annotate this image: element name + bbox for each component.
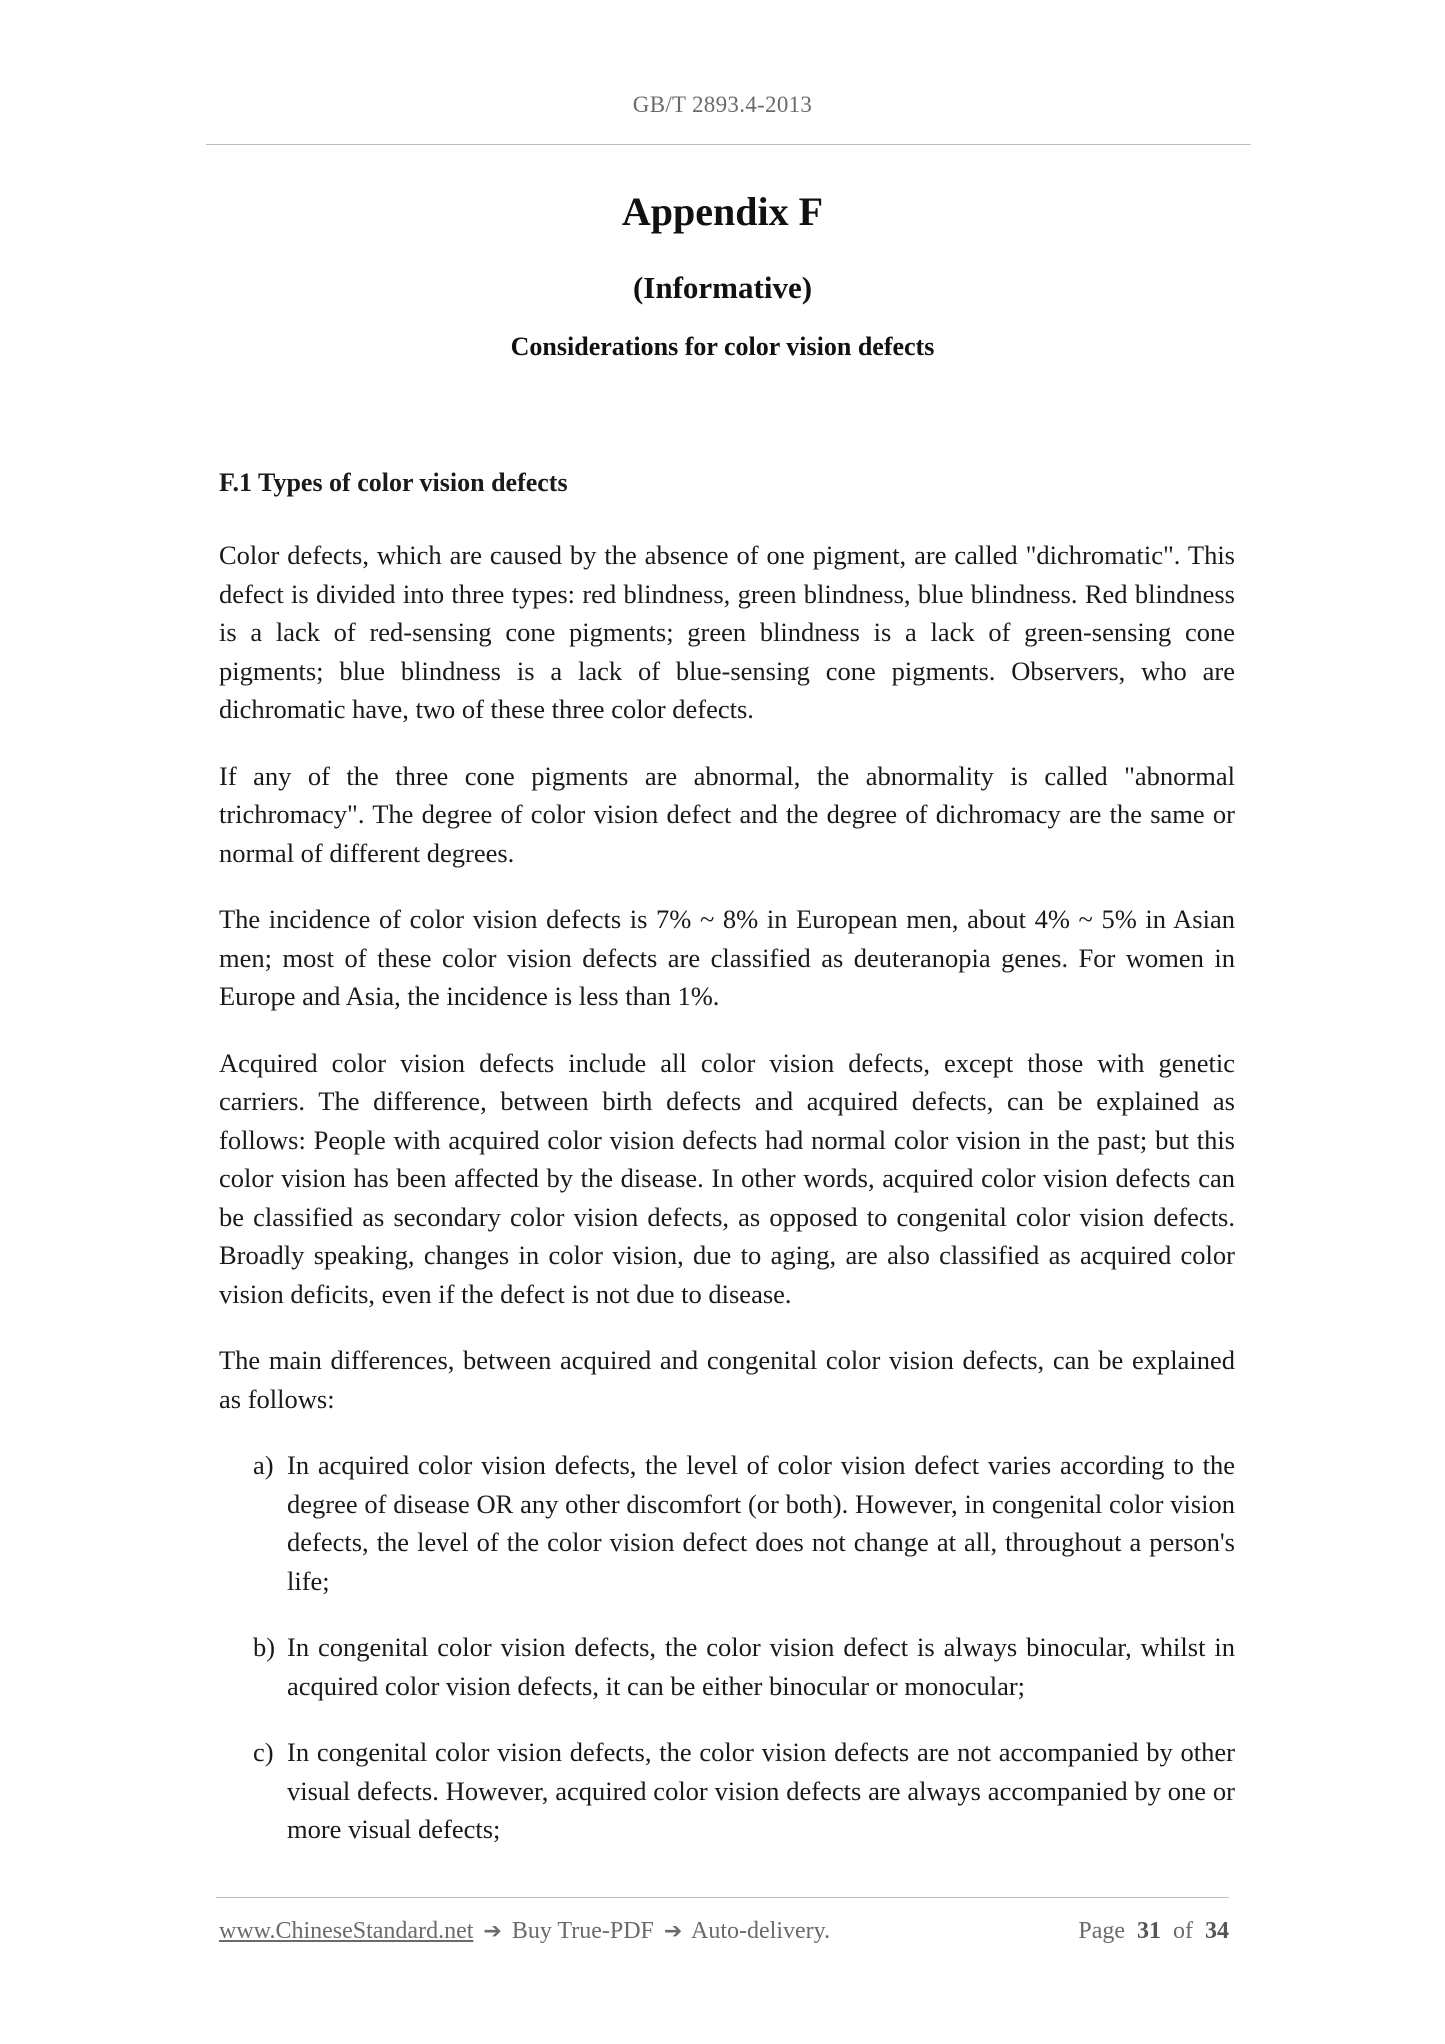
page-indicator — [1078, 1918, 1229, 1945]
arrow-right-icon: ➔ — [663, 1919, 683, 1944]
page-number: 31 — [1137, 1918, 1161, 1944]
delivery-text: Auto-delivery. — [691, 1918, 831, 1944]
section-heading: F.1 Types of color vision defects — [219, 468, 568, 497]
list-marker: a) — [253, 1450, 274, 1480]
page-label: Page — [1078, 1918, 1125, 1944]
list-item-text: In congenital color vision defects, the color vision defect is always binocular, whilst in acquired color vision defects, it can be either binocular or monocular; — [287, 1632, 1235, 1701]
of-label: of — [1173, 1918, 1193, 1944]
paragraph-main-differences: The main differences, between acquired and congenital color vision defects, can be explained as follows: — [219, 1345, 1235, 1414]
list-item — [253, 1446, 1235, 1600]
site-link[interactable]: www.ChineseStandard.net — [219, 1918, 474, 1944]
total-pages: 34 — [1205, 1918, 1229, 1944]
appendix-title: Appendix F — [621, 189, 824, 234]
header-divider — [206, 144, 1251, 145]
list-item-text: In acquired color vision defects, the level of color vision defect varies according to the degree of disease OR any other discomfort (or both). However, in congenital color vision defects, the level of the color vision defect does not change at all, throughout a person's life; — [287, 1450, 1235, 1596]
document-body — [219, 464, 1235, 1877]
list-item — [253, 1733, 1235, 1849]
page-footer — [219, 1918, 1229, 1952]
list-marker: c) — [253, 1737, 274, 1767]
paragraph-incidence: The incidence of color vision defects is 7% ~ 8% in European men, about 4% ~ 5% in Asian men; most of these color vision defects are classified as deuteranopia genes. For women in Europe and Asia, the incidence is less than 1%. — [219, 904, 1235, 1011]
list-item — [253, 1628, 1235, 1705]
document-code-header: GB/T 2893.4-2013 — [632, 92, 813, 117]
footer-promo — [219, 1918, 830, 1945]
buy-text: Buy True-PDF — [511, 1918, 654, 1944]
paragraph-trichromacy: If any of the three cone pigments are abnormal, the abnormality is called "abnormal trichromacy". The degree of color vision defect and the degree of dichromacy are the same or normal of different degrees. — [219, 760, 1235, 868]
appendix-type: (Informative) — [632, 270, 813, 305]
arrow-right-icon: ➔ — [483, 1919, 502, 1944]
paragraph-acquired: Acquired color vision defects include all color vision defects, except those with genetic carriers. The difference, between birth defects and acquired defects, can be explained as follows: People with acquired color vision defects had normal color vision in the past; but this color vision has been affected by the disease. In other words, acquired color vision defects can be classified as secondary color vision defects, as opposed to congenital color vision defects. Broadly speaking, changes in color vision, due to aging, are also classified as acquired color vision deficits, even if the defect is not due to disease. — [219, 1047, 1235, 1309]
paragraph-dichromatic: Color defects, which are caused by the absence of one pigment, are called "dichromatic". This defect is divided into three types: red blindness, green blindness, blue blindness. Red blindness is a lack of red-sensing cone pigments; green blindness is a lack of green-sensing cone pigments; blue blindness is a lack of blue-sensing cone pigments. Observers, who are dichromatic have, two of these three color defects. — [219, 540, 1235, 724]
list-marker: b) — [253, 1632, 276, 1662]
footer-divider — [216, 1897, 1229, 1898]
appendix-caption: Considerations for color vision defects — [510, 332, 935, 361]
list-item-text: In congenital color vision defects, the color vision defects are not accompanied by other visual defects. However, acquired color vision defects are always accompanied by one or more visual defects; — [287, 1737, 1235, 1844]
